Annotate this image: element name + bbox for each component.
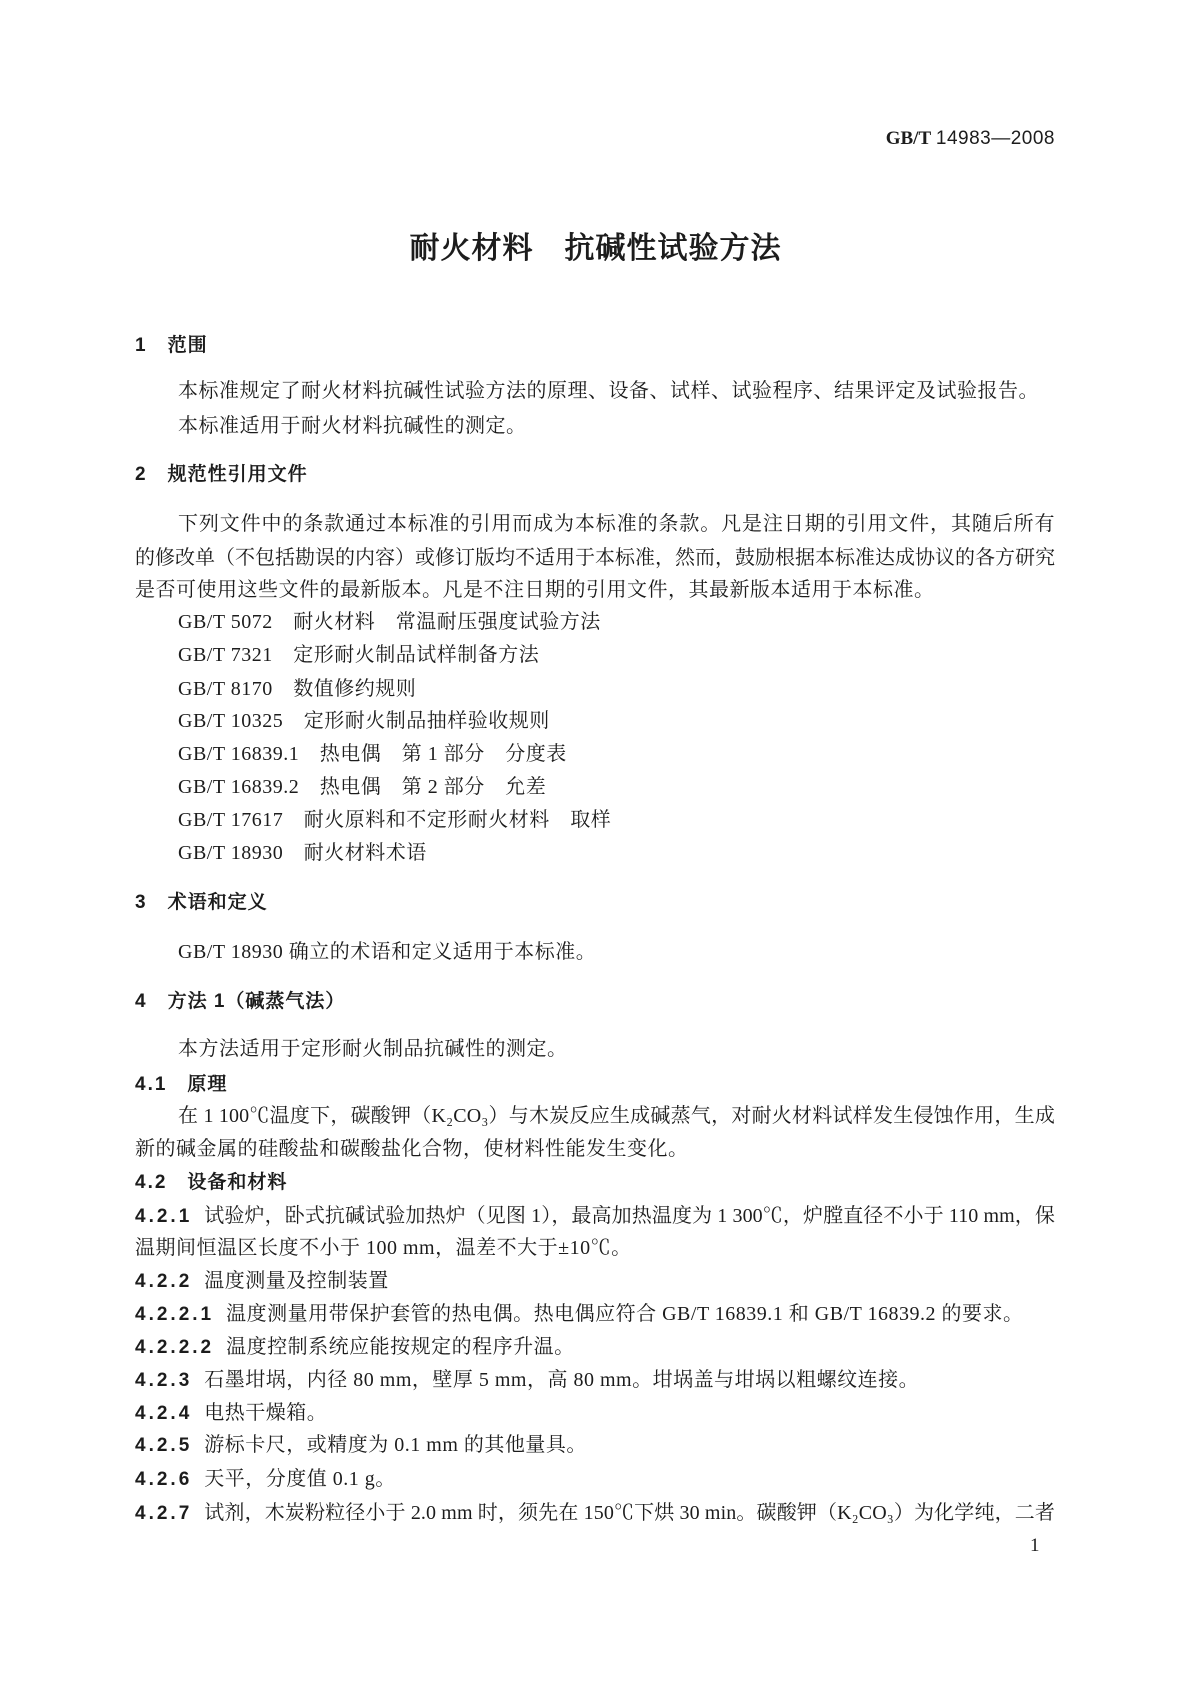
section-title: 术语和定义 — [167, 892, 268, 913]
paragraph-line: 在 1 100℃温度下，碳酸钾（K₂CO₃）与木炭反应生成碱蒸气，对耐火材料试样发生侵蚀作用，生成 — [178, 1105, 1055, 1127]
paragraph-line: 下列文件中的条款通过本标准的引用而成为本标准的条款。凡是注日期的引用文件，其随后所有 — [178, 513, 1055, 535]
page-number: 1 — [1030, 1535, 1040, 1556]
clause-text: 游标卡尺，或精度为 0.1 mm 的其他量具。 — [204, 1434, 587, 1456]
section-heading — [135, 329, 1055, 362]
section-number: 4 — [135, 991, 148, 1012]
clause-number: 4.2.1 — [135, 1206, 193, 1227]
reference-item: GB/T 5072 耐火材料 常温耐压强度试验方法 — [178, 611, 601, 633]
reference-item: GB/T 16839.2 热电偶 第 2 部分 允差 — [178, 776, 547, 798]
paragraph-line: 是否可使用这些文件的最新版本。凡是不注日期的引用文件，其最新版本适用于本标准。 — [135, 579, 935, 601]
clause-item — [135, 1397, 1055, 1430]
clause-number: 4.2.6 — [135, 1469, 193, 1490]
section-number: 1 — [135, 335, 148, 356]
section-title: 范围 — [167, 335, 208, 356]
clause-number: 4.2.3 — [135, 1370, 193, 1391]
clause-item — [135, 1364, 1055, 1397]
clause-number: 4.2.4 — [135, 1403, 193, 1424]
clause-text: 温度控制系统应能按规定的程序升温。 — [226, 1336, 575, 1358]
section-heading — [135, 985, 1055, 1018]
reference-item: GB/T 17617 耐火原料和不定形耐火材料 取样 — [178, 809, 612, 831]
reference-item: GB/T 7321 定形耐火制品试样制备方法 — [178, 644, 540, 666]
clause-item — [135, 1463, 1055, 1496]
section-heading — [135, 458, 1055, 491]
section-number: 3 — [135, 892, 148, 913]
paragraph-line: 新的碱金属的硅酸盐和碳酸盐化合物，使材料性能发生变化。 — [135, 1138, 689, 1160]
standard-prefix: GB/T — [885, 128, 932, 149]
clause-item — [135, 1200, 1055, 1233]
clause-heading — [135, 1166, 1055, 1199]
reference-item: GB/T 10325 定形耐火制品抽样验收规则 — [178, 710, 550, 732]
clause-number: 4.2.7 — [135, 1503, 193, 1524]
reference-item: GB/T 18930 耐火材料术语 — [178, 842, 427, 864]
standard-number-header — [886, 127, 1055, 151]
clause-heading — [135, 1068, 1055, 1101]
clause-item — [135, 1497, 1055, 1530]
section-title: 规范性引用文件 — [167, 464, 308, 485]
clause-title: 原理 — [187, 1074, 228, 1095]
clause-item — [135, 1298, 1055, 1331]
clause-text: 试剂，木炭粉粒径小于 2.0 mm 时，须先在 150℃下烘 30 min。碳酸钾（K₂CO₃）为化学纯，二者 — [204, 1502, 1055, 1524]
clause-text: 石墨坩埚，内径 80 mm，壁厚 5 mm，高 80 mm。坩埚盖与坩埚以粗螺纹连接。 — [204, 1369, 920, 1391]
standard-code: 14983—2008 — [935, 128, 1055, 149]
paragraph-line: 温期间恒温区长度不小于 100 mm，温差不大于±10℃。 — [135, 1237, 632, 1259]
clause-number: 4.1 — [135, 1074, 168, 1095]
clause-text: 电热干燥箱。 — [204, 1402, 328, 1424]
clause-number: 4.2 — [135, 1172, 168, 1193]
section-title: 方法 1（碱蒸气法） — [167, 991, 346, 1012]
paragraph-line: 本标准适用于耐火材料抗碱性的测定。 — [178, 415, 527, 437]
clause-number: 4.2.2.2 — [135, 1337, 215, 1358]
section-number: 2 — [135, 464, 148, 485]
clause-number: 4.2.5 — [135, 1435, 193, 1456]
clause-item — [135, 1265, 1055, 1298]
clause-text: 试验炉，卧式抗碱试验加热炉（见图 1），最高加热温度为 1 300℃，炉膛直径不小于 110 mm，保 — [204, 1205, 1055, 1227]
clause-text: 温度测量及控制装置 — [204, 1270, 389, 1292]
document-title: 耐火材料 抗碱性试验方法 — [409, 232, 782, 265]
clause-item — [135, 1429, 1055, 1462]
paragraph-line: GB/T 18930 确立的术语和定义适用于本标准。 — [178, 941, 597, 963]
clause-number: 4.2.2.1 — [135, 1304, 215, 1325]
reference-item: GB/T 16839.1 热电偶 第 1 部分 分度表 — [178, 743, 567, 765]
paragraph-line: 本标准规定了耐火材料抗碱性试验方法的原理、设备、试样、试验程序、结果评定及试验报告。 — [178, 380, 1039, 402]
paragraph-line: 的修改单（不包括勘误的内容）或修订版均不适用于本标准，然而，鼓励根据本标准达成协议的各方研究 — [135, 547, 1055, 569]
clause-title: 设备和材料 — [187, 1172, 288, 1193]
section-heading — [135, 886, 1055, 919]
clause-item — [135, 1331, 1055, 1364]
paragraph-line: 本方法适用于定形耐火制品抗碱性的测定。 — [178, 1038, 568, 1060]
clause-text: 天平，分度值 0.1 g。 — [204, 1468, 396, 1490]
clause-text: 温度测量用带保护套管的热电偶。热电偶应符合 GB/T 16839.1 和 GB/T 16839.2 的要求。 — [226, 1303, 1024, 1325]
reference-item: GB/T 8170 数值修约规则 — [178, 678, 417, 700]
clause-number: 4.2.2 — [135, 1271, 193, 1292]
